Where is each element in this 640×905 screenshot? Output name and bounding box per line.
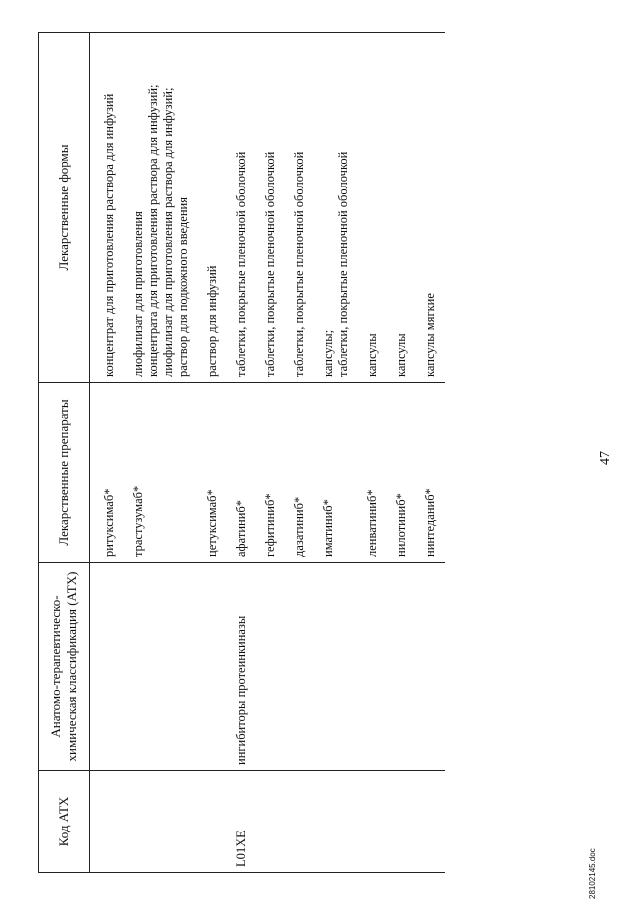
cell-forms: лиофилизат для приготовления концентрата для приготовления раствора для инфузий; лиофилизат для приготовления раствора для инфузий; раствор для подкожного введения bbox=[131, 33, 205, 383]
cell-code bbox=[292, 771, 321, 873]
cell-forms: таблетки, покрытые пленочной оболочкой bbox=[292, 33, 321, 383]
cell-drug: трастузумаб* bbox=[131, 383, 205, 563]
cell-drug: иматиниб* bbox=[321, 383, 365, 563]
page-number: 47 bbox=[598, 451, 613, 465]
cell-drug: гефитиниб* bbox=[263, 383, 292, 563]
cell-drug: ритуксимаб* bbox=[90, 383, 132, 563]
cell-classification bbox=[90, 563, 132, 771]
table-row bbox=[234, 33, 263, 873]
cell-classification: ингибиторы протеинкиназы bbox=[234, 563, 263, 771]
cell-code bbox=[205, 771, 234, 873]
table-row bbox=[321, 33, 365, 873]
table-row bbox=[131, 33, 205, 873]
cell-code bbox=[321, 771, 365, 873]
cell-code bbox=[131, 771, 205, 873]
cell-forms: раствор для инфузий bbox=[205, 33, 234, 383]
cell-forms: концентрат для приготовления раствора для инфузий bbox=[90, 33, 132, 383]
cell-classification bbox=[321, 563, 365, 771]
table-row bbox=[292, 33, 321, 873]
table-row bbox=[205, 33, 234, 873]
cell-drug: афатиниб* bbox=[234, 383, 263, 563]
cell-drug: дазатиниб* bbox=[292, 383, 321, 563]
header-forms: Лекарственные формы bbox=[39, 33, 90, 383]
header-drugs: Лекарственные препараты bbox=[39, 383, 90, 563]
table-header-row bbox=[39, 33, 90, 873]
table-row bbox=[423, 33, 445, 873]
cell-code bbox=[90, 771, 132, 873]
cell-classification bbox=[365, 563, 394, 771]
cell-forms: капсулы мягкие bbox=[423, 33, 445, 383]
cell-code bbox=[365, 771, 394, 873]
header-code: Код АТХ bbox=[39, 771, 90, 873]
cell-classification bbox=[394, 563, 423, 771]
cell-drug: нинтеданиб* bbox=[423, 383, 445, 563]
drug-table bbox=[38, 32, 445, 873]
cell-forms: таблетки, покрытые пленочной оболочкой bbox=[234, 33, 263, 383]
cell-classification bbox=[131, 563, 205, 771]
cell-code: L01XE bbox=[234, 771, 263, 873]
table-row bbox=[394, 33, 423, 873]
cell-forms: капсулы bbox=[365, 33, 394, 383]
table-row bbox=[263, 33, 292, 873]
table-row bbox=[365, 33, 394, 873]
cell-classification bbox=[205, 563, 234, 771]
cell-code bbox=[263, 771, 292, 873]
cell-forms: таблетки, покрытые пленочной оболочкой bbox=[263, 33, 292, 383]
cell-classification bbox=[263, 563, 292, 771]
table-row bbox=[90, 33, 132, 873]
cell-forms: капсулы bbox=[394, 33, 423, 383]
cell-drug: нилотиниб* bbox=[394, 383, 423, 563]
cell-forms: капсулы; таблетки, покрытые пленочной оболочкой bbox=[321, 33, 365, 383]
cell-code bbox=[423, 771, 445, 873]
cell-classification bbox=[292, 563, 321, 771]
cell-drug: ленватиниб* bbox=[365, 383, 394, 563]
cell-drug: цетуксимаб* bbox=[205, 383, 234, 563]
cell-code bbox=[394, 771, 423, 873]
cell-classification bbox=[423, 563, 445, 771]
document-id: 28102145.doc bbox=[588, 848, 597, 899]
header-classification: Анатомо-терапевтическо-химическая классификация (АТХ) bbox=[39, 563, 90, 771]
